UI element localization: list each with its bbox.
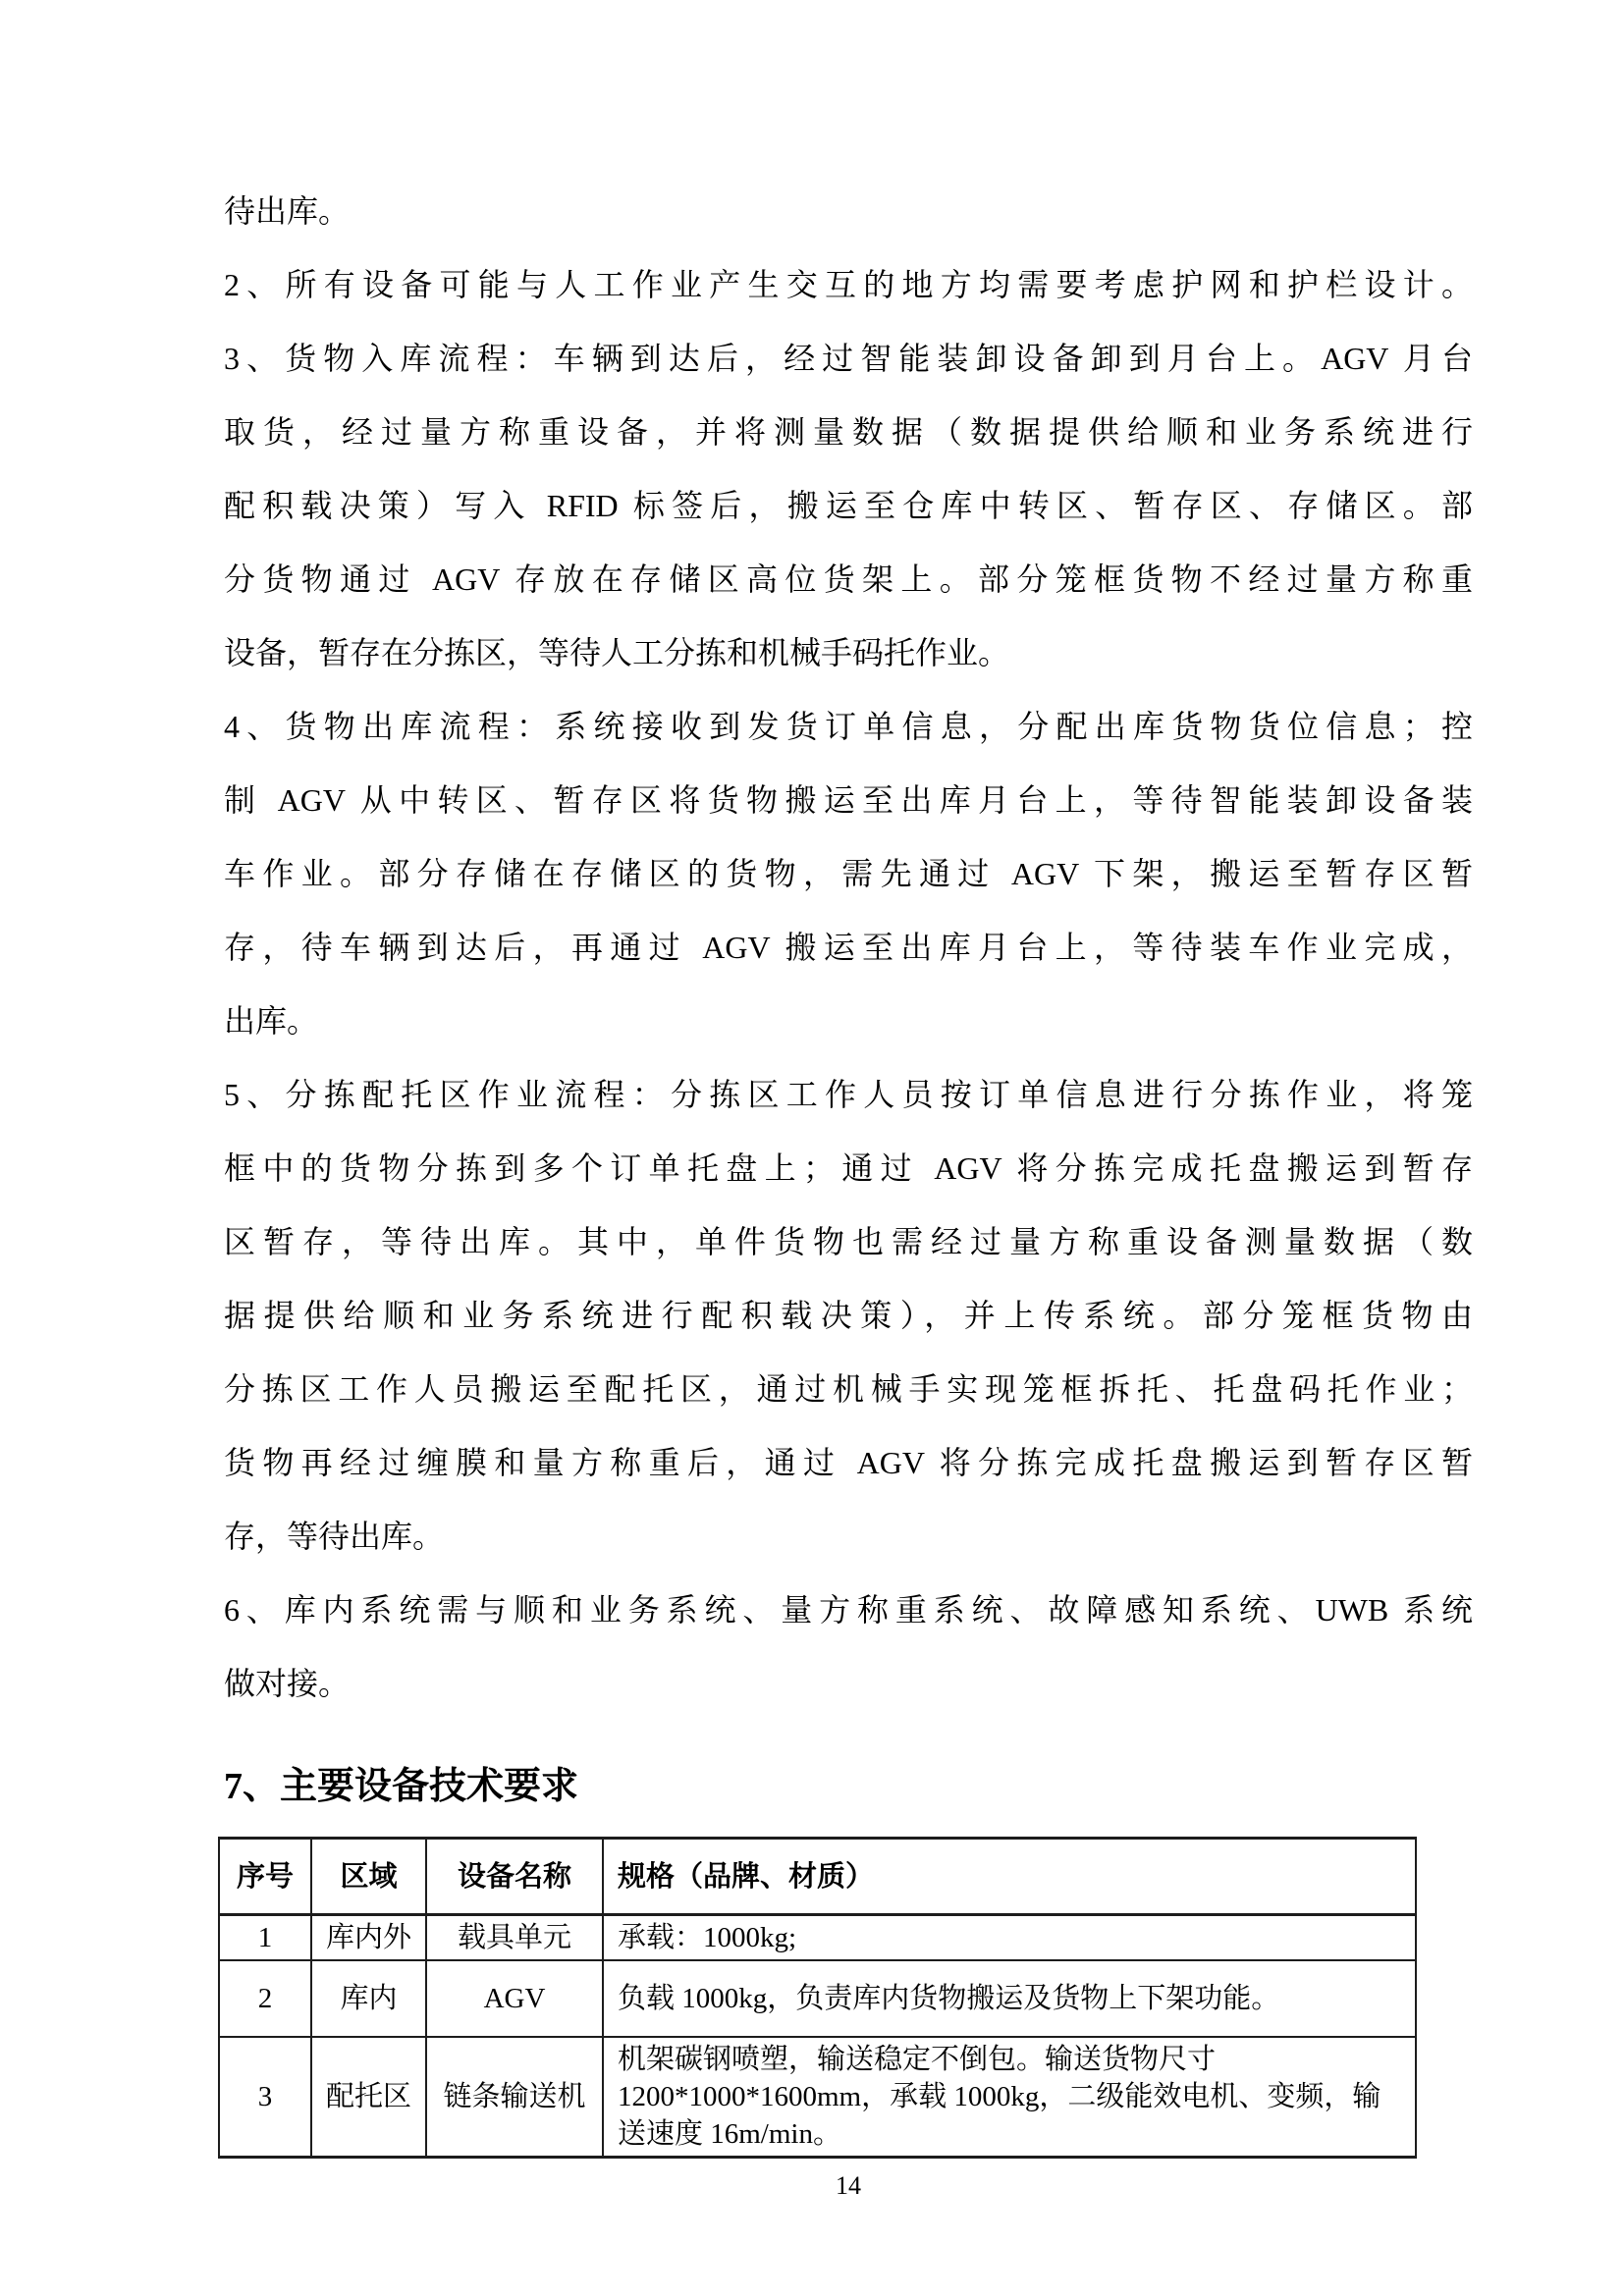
- cell-seq: 2: [219, 1960, 311, 2037]
- text-line: 框中的货物分拣到多个订单托盘上；通过 AGV 将分拣完成托盘搬运到暂存: [224, 1150, 1473, 1186]
- text-line: 待出库。: [224, 193, 351, 229]
- text-line: 配积载决策）写入 RFID 标签后，搬运至仓库中转区、暂存区、存储区。部: [224, 488, 1473, 523]
- cell-spec: 机架碳钢喷塑，输送稳定不倒包。输送货物尺寸 1200*1000*1600mm，承载 1000kg，二级能效电机、变频，输送速度 16m/min。: [603, 2037, 1416, 2158]
- page-content: [224, 175, 1473, 2204]
- cell-area: 配托区: [311, 2037, 426, 2158]
- text-line: 6、库内系统需与顺和业务系统、量方称重系统、故障感知系统、UWB 系统: [224, 1592, 1473, 1628]
- cell-area: 库内外: [311, 1915, 426, 1961]
- text-line: 3、货物入库流程：车辆到达后，经过智能装卸设备卸到月台上。AGV 月台: [224, 341, 1473, 376]
- paragraph: [224, 322, 1473, 690]
- cell-spec: 负载 1000kg，负责库内货物搬运及货物上下架功能。: [603, 1960, 1416, 2037]
- cell-device: AGV: [426, 1960, 603, 2037]
- cell-area: 库内: [311, 1960, 426, 2037]
- text-line: 分拣区工作人员搬运至配托区，通过机械手实现笼框拆托、托盘码托作业；: [224, 1371, 1473, 1407]
- text-line: 取货，经过量方称重设备，并将测量数据（数据提供给顺和业务系统进行: [224, 414, 1473, 450]
- cell-device: 链条输送机: [426, 2037, 603, 2158]
- column-header: 序号: [219, 1839, 311, 1915]
- column-header: 设备名称: [426, 1839, 603, 1915]
- table-row: [219, 2037, 1416, 2158]
- paragraph: [224, 175, 1473, 248]
- cell-spec: 承载：1000kg;: [603, 1915, 1416, 1961]
- table-row: [219, 1915, 1416, 1961]
- text-line: 存，待车辆到达后，再通过 AGV 搬运至出库月台上，等待装车作业完成，: [224, 930, 1473, 965]
- cell-device: 载具单元: [426, 1915, 603, 1961]
- paragraph: [224, 690, 1473, 1058]
- text-line: 货物再经过缠膜和量方称重后，通过 AGV 将分拣完成托盘搬运到暂存区暂: [224, 1445, 1473, 1480]
- section-heading: 7、主要设备技术要求: [224, 1766, 579, 1807]
- text-line: 分货物通过 AGV 存放在存储区高位货架上。部分笼框货物不经过量方称重: [224, 561, 1473, 597]
- text-line: 5、分拣配托区作业流程：分拣区工作人员按订单信息进行分拣作业，将笼: [224, 1077, 1473, 1112]
- text-line: 4、货物出库流程：系统接收到发货订单信息，分配出库货物货位信息；控: [224, 709, 1473, 744]
- paragraph: [224, 1574, 1473, 1721]
- paragraph: [224, 1058, 1473, 1574]
- equipment-table: [218, 1837, 1417, 2159]
- body-text: [224, 175, 1473, 1721]
- text-line: 2、所有设备可能与人工作业产生交互的地方均需要考虑护网和护栏设计。: [224, 267, 1473, 302]
- text-line: 车作业。部分存储在存储区的货物，需先通过 AGV 下架，搬运至暂存区暂: [224, 856, 1473, 891]
- page-number: 14: [836, 2171, 861, 2200]
- text-line: 区暂存，等待出库。其中，单件货物也需经过量方称重设备测量数据（数: [224, 1224, 1473, 1259]
- cell-seq: 3: [219, 2037, 311, 2158]
- text-line: 做对接。: [224, 1666, 351, 1701]
- table-row: [219, 1960, 1416, 2037]
- cell-seq: 1: [219, 1915, 311, 1961]
- column-header: 规格（品牌、材质）: [603, 1839, 1416, 1915]
- paragraph: [224, 248, 1473, 322]
- text-line: 设备，暂存在分拣区，等待人工分拣和机械手码托作业。: [224, 635, 1010, 670]
- text-line: 存，等待出库。: [224, 1519, 445, 1554]
- text-line: 制 AGV 从中转区、暂存区将货物搬运至出库月台上，等待智能装卸设备装: [224, 782, 1473, 818]
- column-header: 区域: [311, 1839, 426, 1915]
- table-header-row: [219, 1839, 1416, 1915]
- text-line: 据提供给顺和业务系统进行配积载决策），并上传系统。部分笼框货物由: [224, 1298, 1473, 1333]
- text-line: 出库。: [224, 1003, 319, 1039]
